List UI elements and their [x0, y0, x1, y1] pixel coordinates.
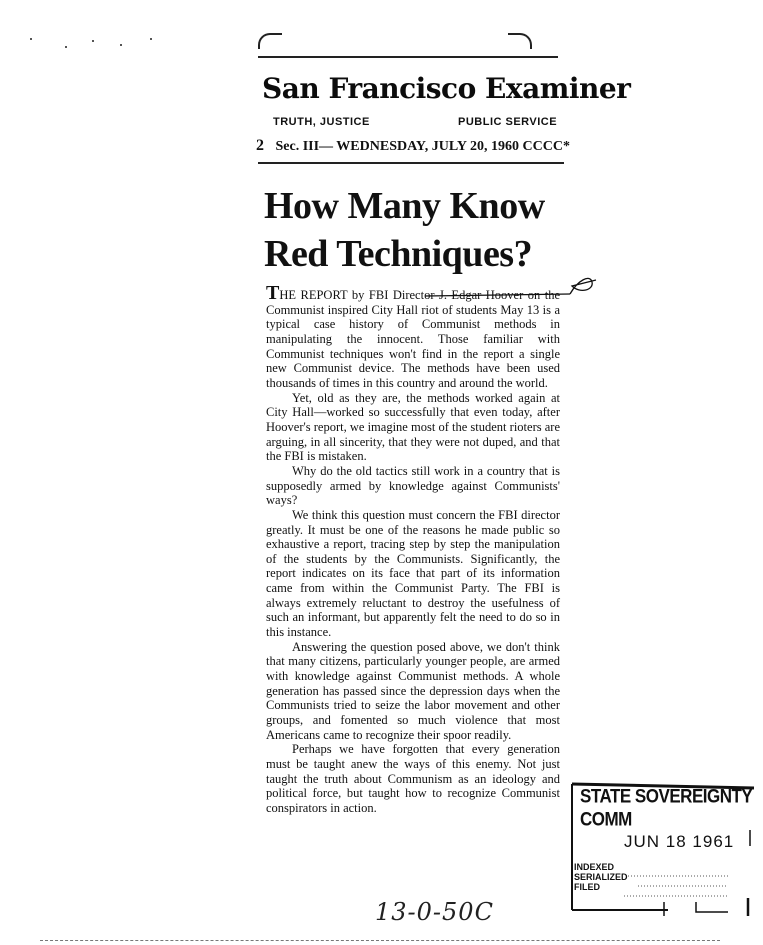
masthead-motto-left: TRUTH, JUSTICE: [273, 116, 370, 128]
article-paragraph: We think this question must concern the FBI director greatly. It must be one of the reasons he made public so exhaustive a report, tracing step by step the manipulation of the students by the Communists. Significantly, the report indicates on its face that part of its information came from within the Communist Party. The FBI is always extremely reluctant to destroy the usefulness of such an informant, but apparently felt the need to do so in this instance.: [266, 507, 560, 640]
stamp-date: JUN 18 1961: [624, 832, 735, 851]
article-paragraph: THE REPORT by FBI Director J. Edgar Hoover on the Communist inspired City Hall riot of students May 13 is a typical case history of Communist methods in manipulating the innocent. Those familiar with Communist techniques won't find in the report a single new Communist device. The methods have been used thousands of times in this country and around the world.: [266, 282, 560, 390]
dateline-text: Sec. III— WEDNESDAY, JULY 20, 1960 CCCC*: [275, 139, 570, 154]
stamp-line-filed: FILED: [574, 882, 600, 892]
stamp-line-serialized: SERIALIZED: [574, 872, 628, 882]
article-body: [266, 282, 560, 816]
headline-line-1: How Many Know: [264, 185, 545, 227]
dateline: [256, 137, 570, 155]
drop-cap: T: [266, 282, 280, 304]
scan-specks: [30, 38, 160, 58]
scan-hook-right: [508, 33, 532, 49]
newspaper-masthead: San Francisco Examiner: [262, 72, 631, 105]
article-paragraph: Perhaps we have forgotten that every generation must be taught anew the ways of this enemy. Not just taught the truth about Communism as an ideology and political force, but taught how to recognize Communist conspirators in action.: [266, 742, 560, 815]
scan-hook-left: [258, 33, 282, 49]
handwritten-flourish: [420, 272, 600, 302]
masthead-motto-right: PUBLIC SERVICE: [458, 116, 558, 128]
scan-bottom-edge: [40, 940, 720, 941]
handwritten-file-number: 13-0-50C: [375, 898, 494, 926]
article-paragraph: Answering the question posed above, we don't think that many citizens, particularly younger people, are armed with knowledge against Communist methods. A whole generation has passed since the depression days when the Communists tried to seize the labor movement and other groups, and fomented so much violence that most Americans came to recognize their spoor readily.: [266, 639, 560, 742]
headline-line-2: Red Techniques?: [264, 233, 533, 275]
file-stamp: [568, 782, 760, 916]
article-paragraph: Yet, old as they are, the methods worked again at City Hall—worked so successfully that even today, after Hoover's report, we imagine most of the student rioters are arguing, in all sincerity, that they were not duped, and that the FBI is mistaken.: [266, 390, 560, 464]
page-number: 2: [256, 137, 264, 154]
stamp-routing-lines: [574, 862, 628, 892]
article-paragraph: Why do the old tactics still work in a country that is supposedly armed by knowledge against Communists' ways?: [266, 463, 560, 508]
stamp-title: STATE SOVEREIGNTY COMM: [580, 785, 752, 830]
masthead-top-rule: [258, 56, 558, 58]
masthead-bottom-rule: [258, 162, 564, 164]
article-headline: [264, 182, 584, 278]
stamp-line-indexed: INDEXED: [574, 862, 615, 872]
